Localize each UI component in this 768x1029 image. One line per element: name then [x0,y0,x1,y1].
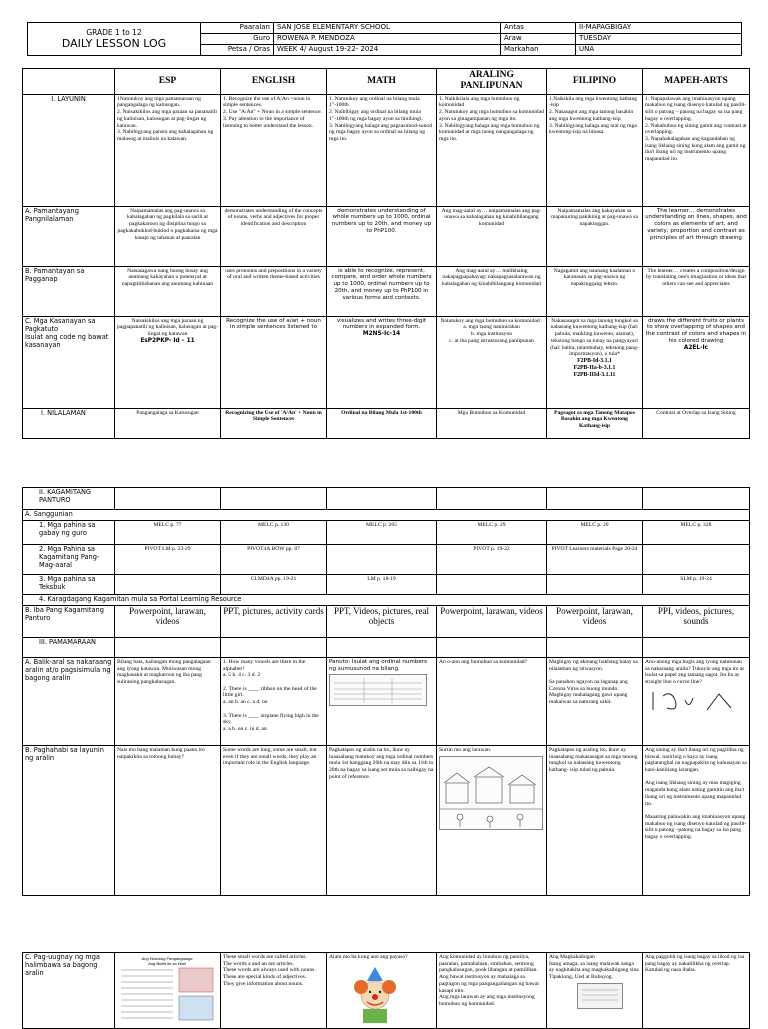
blank-cell [643,488,750,510]
iba-esp: Powerpoint, larawan, videos [115,605,221,637]
row-nilalaman [23,408,750,438]
gabay-ap: MELC p. 29 [437,520,547,544]
k-english: Recognize the use of a/an + noun in simple sentences listened to [226,317,321,331]
paghahabi-mapeh: Ang sining ay iba't ibang uri ng pagliliha ng biswal, naririnig o kaya ay isang pagtatanghal na nagpapakita ng kahusayan sa kani-kaniliang larangan. Ang isang likhang sining ay mas magiging maganda kung alam nating gamitin ang iba't ibang uri ng instrumento upang mapaunlad ito. Maaaring palawakin ang imahinasyon upang makabuo ng isang disenyo katulad ng pasilit-silit o patong –patong na bagay sa isa pang bagay o overlapping. [643,745,750,895]
k-filipino-cell [547,316,643,408]
balik-ap: An o-ano ang bumubuo sa komunidad? [437,657,547,745]
markahan-value: UNA [576,45,742,56]
col-esp: ESP [115,69,221,95]
antas-value: II-MAPAGBIGAY [576,23,742,34]
araw-value: TUESDAY [576,34,742,45]
iba-filipino: Powerpoint, larawan, videos [547,605,643,637]
iba-math: PPT, Videos, pictures, real objects [327,605,437,637]
balik-math: Panuto: Isulat ang ordinal numbers ng sumusunod na bilang. [329,658,428,672]
blank-cell [327,488,437,510]
iba-label: B. Iba Pang Kagamitang Panturo [23,605,115,637]
clown-image [345,965,405,1025]
blank-cell [547,637,643,657]
title-cell [28,23,201,56]
header-table [27,22,742,56]
sanggunian-label: A. Sanggunian [23,510,750,521]
row-pamantayan-pagganap [23,266,750,316]
nilalaman-label: I. NILALAMAN [23,408,115,438]
pn-mapeh: The learner… demonstrates understanding on lines, shapes, and colors as elements of art, and variety, proportion and contrast as principles of art through drawing [643,206,750,266]
balik-filipino: Magbigay ng akmang hakbang batay sa nilalaman ng sitwasyon. Sa panahon ngayon na laganap ang Corona Virus sa buong mundo. Magbigay mahalagang gawi upang makaiwas sa naturang sakit. [547,657,643,745]
guro-value: ROWENA P. MENDOZA [274,34,501,45]
pp-ap: Ang mag-aaral ay… malikhaing nakapagpapahayag/ nakapagsasalarawan ng kahalagahan ng kinabibilangang komunidad [437,266,547,316]
teksbuk-ap [437,574,547,594]
pag-uugnay-esp-cell [115,953,221,1029]
layunin-english: 1. Recognize the use of A/An +noun in simple sentences. 2. Use "A/An" + Noun in a simple sentence. 3. Pay attention to the importance of listening to better understand the lesson. [221,94,327,206]
kagamitang-english: PIVOT4A BOW pp. 87 [221,544,327,574]
paghahabi-filipino: Pagkatapos ng araling ito, ikaw ay inaasahang makasasagot sa mga tanong tungkol sa nabasang kuwentong kathang- isip tulad ng pabula. [547,745,643,895]
story-image [577,983,623,1009]
pag-uugnay-mapeh: Ang pagguhit ng isang bagay sa likod ng isa pang bagay ay nakalilikha ng overlap. Katulad ng nasa ibaba. [643,953,750,1029]
ordinal-numbers-table-image [329,674,427,706]
balik-mapeh-cell [643,657,750,745]
col-mapeh-arts: MAPEH-ARTS [643,69,750,95]
pn-esp: Naipamamalas ang pag-unawa sa kahalagahan ng pagkilala sa sarili at pagkakaroon ng disiplina tungo sa pagkakabuklod-buklod o pagkakaisa ng mga kasapi ng tahanan at paaralan [115,206,221,266]
balik-label: A. Balik-aral sa nakaraang aralin at/o pagsisimula ng bagong aralin [23,657,115,745]
pamamaraan-label: III. PAMAMARAAN [23,637,115,657]
blank-cell [115,637,221,657]
pp-english: uses pronouns and prepositions in a variety of oral and written theme-based activities [221,266,327,316]
n-english: Recognizing the Use of 'A/An' + Noun in Simple Sentences [221,408,327,438]
balik-math-cell [327,657,437,745]
corner-cell [23,69,115,95]
teksbuk-math: LM p. 18-19 [327,574,437,594]
paghahabi-esp: Nais mo bang malaman kung paano ito naipakikita sa totoong buhay? [115,745,221,895]
gabay-filipino: MELC p. 20 [547,520,643,544]
k-mapeh-cell [643,316,750,408]
poster-subtitle: Ang Bulilit ito sa Wari [148,961,186,966]
pag-uugnay-filipino-cell [547,953,643,1029]
layunin-math: 1. Natutukoy ang ordinal na bilang mula 1"-100th 2. Naibibigay ang ordinal na bilang mula 1"-100th ng mga bagay ayon sa hinihingi. 3. Nabibigyang halaga ang pagsusunod-sunod ng mga bagay ayon sa ordinal na bilang ng mga ito. [327,94,437,206]
k-filipino: Nakasasagot sa mga tanong tungkol sa nabasang kuwentong kathang-isip (hal: pabula, maikling kuwento, alamat), tekstong hango sa tunay na pangyayari (hal: balita, talambuhay, tekstong pang-impormasyon), o tula* [550,317,639,358]
k-ap: Natutukoy ang mga bumubuo sa komunidad : a. mga taong naninirahan b. mga institusyon c. at iba pang istrukturang panlipunan [437,316,547,408]
k-math-code: M2NS-Ic-14 [362,331,401,338]
n-esp: Pangangalaga sa Kalusugan [115,408,221,438]
gabay-english: MELC p. 130 [221,520,327,544]
iba-ap: Powerpoint, larawan, videos [437,605,547,637]
balik-esp: Bilang bata, kailangan mong pangalagaan ang iyong katawan. Muiiwasan mong magkasakit at magkaroon ng iba pang suliraning pangkalusugan. [115,657,221,745]
k-english-cell [221,316,327,408]
row-kasanayan [23,316,750,408]
pp-mapeh: The learner… creates a composition/design by translating one's imagination or ideas that others can see and appreciates [643,266,750,316]
pn-english: demonstrates understanding of the concepts of nouns, verbs and adjectives for proper identification and description [221,206,327,266]
k-mapeh: draws the different fruits or plants to show overlapping of shapes and the contrast of colors and shapes in his colored drawing [645,317,747,344]
gabay-esp: MELC p. 77 [115,520,221,544]
balik-mapeh: Ano-anong mga hugis ang iyong natutunan sa nakaraang aralin? Tukuyin ang mga ito at isulat sa papel ang tamang sagot. Ito ba ay straight line o curve line? [645,658,744,686]
pp-esp: Naisasagawa nang buong husay ang anumang kakayahan o potensyal at napagtitibabanan ang anumang kahinaan [115,266,221,316]
layunin-label: I. LAYUNIN [23,94,115,206]
pamantayan-nilalaman-label: A. Pamantayang Pangnilalaman [23,206,115,266]
col-filipino: FILIPINO [547,69,643,95]
blank-cell [221,488,327,510]
blank-cell [547,488,643,510]
k-math-cell [327,316,437,408]
kagamitang-filipino: PIVOT Learners materials Page 20-24 [547,544,643,574]
teksbuk-filipino [547,574,643,594]
paghahabi-ap-cell [437,745,547,895]
community-picture [439,756,543,830]
petsa-value: WEEK 4/ August 19-22- 2024 [274,45,501,56]
col-english: ENGLISH [221,69,327,95]
araw-label: Araw [501,34,576,45]
pn-filipino: Naipamamalas ang kakayahan sa mapanuring pakikinig at pag-unawa sa napakinggan. [547,206,643,266]
pag-uugnay-math-cell [327,953,437,1029]
objectives-table [22,68,750,439]
col-araling-panlipunan: ARALING PANLIPUNAN [437,69,547,95]
pn-math: demonstrates understanding of whole numbers up to 1000, ordinal numbers up to 20th, and money up to PhP100. [327,206,437,266]
k-mapeh-code: A2EL-Ic [683,344,709,351]
guro-label: Guro [201,34,274,45]
page-title: DAILY LESSON LOG [61,37,167,50]
gabay-math: MELC p. 265 [327,520,437,544]
row-pamantayan-nilalaman [23,206,750,266]
pamantayan-pagganap-label: B. Pamantayan sa Pagganap [23,266,115,316]
teksbuk-english: CLMD4A pp. 19-21 [221,574,327,594]
balik-english: 1. How many vowels are there in the alphabet? a. 5 b. 4 c. 3 d. 2 2. There is ____ ribbon on the head of the little girl. a. an b. an c. a d. on 3. There is ____ airplane flying high in the sky. a. a b. on c. in d. an [221,657,327,745]
k-esp: Naisakikilos ang mga paraan ng pagpapanatili ng kalinisan, kalusugan at pag-iingat ng katawan [117,317,218,338]
blank-cell [437,637,547,657]
k-esp-cell [115,316,221,408]
kasanayan-label-cell [23,316,115,408]
materials-procedure-table [22,487,750,896]
kasanayan-sublabel: Isulat ang code ng bawat kasanayan [25,332,109,349]
teksbuk-esp [115,574,221,594]
pag-uugnay-math: Alam mo ba kung ano ang payaso? [329,954,408,960]
layunin-mapeh: 1. Napapalawak ang imahinasyon upang makabuo ng isang disenyo katulad ng pasilit-silit o patong – patong na bagay sa isa pang bagay o overlapping. 2. Nakabubuo ng sining gamit ang contrast at overlapping. 3. Napahahalagahan ang kagandahan ng isang likhang sining kung alam ang gamit ng iba't ibang uri ng instrumento upang mapaunlad ito. [643,94,750,206]
blank-cell [437,488,547,510]
pn-ap: Ang mag-aaral ay… naipamamalas ang pag- unawa sa kahalagahan ng kinabibilangang komunidad [437,206,547,266]
pp-filipino: Nagagamit ang naunang kaalaman o karanasan sa pag-unawa ng napakinggang teksto. [547,266,643,316]
health-poster-image [117,954,217,1024]
karagdagang-label: 4. Karagdagang Kagamitan mula sa Portal Learning Resource [23,594,750,605]
blank-cell [327,637,437,657]
antas-label: Antas [501,23,576,34]
layunin-esp: 1Natutukoy ang mga pamamaraan ng pangangalaga ng kalusugan. 2. Naisakikilos ang mga paraan sa pananatili ng kalinisan, kalusugan at pag-iingat ng katawan. 3. Nabibigyang pansin ang kahalagahan ng malusog at malinis na katawan. [115,94,221,206]
n-math: Ordinal na Bilang Mula 1st-100th [327,408,437,438]
paaralan-label: Paaralan [201,23,274,34]
gabay-mapeh: MELC p. 328 [643,520,750,544]
petsa-label: Petsa / Oras [201,45,274,56]
blank-cell [115,488,221,510]
pag-uugnay-label: C. Pag-uugnay ng mga halimbawa sa bagong aralin [23,953,115,1029]
iba-english: PPT, pictures, activity cards [221,605,327,637]
iba-mapeh: PPI, videos, pictures, sounds [643,605,750,637]
gabay-label: 1. Mga pahina sa gabay ng guro [23,520,115,544]
line-shapes-image [645,686,745,716]
pag-uugnay-filipino: Ang Magkakaibigan Isang umaga, sa isang malawak sanga ay nagkitakita ang magkakaibigang sina Tipaklong, Uod at Bubuyog. [549,954,639,981]
pag-uugnay-table [22,952,750,1029]
k-esp-code: EsP2PKP- Id – 11 [140,337,195,344]
k-filipino-code: F2PB-Id-3.1.1 F2PB-IIa-b-3.1.1 F2PB-IIId-3.1.11 [573,358,616,378]
grade-label: GRADE 1 to 12 [86,28,142,37]
poster-title: Ang Wastong Pangangalaga [141,956,193,961]
blank-cell [221,637,327,657]
paaralan-value: SAN JOSE ELEMENTARY SCHOOL [274,23,501,34]
kagamitang-esp: PIVOT LM p. 23-29 [115,544,221,574]
blank-cell [643,637,750,657]
n-mapeh: Contrast at Overlap sa Isang Sining [643,408,750,438]
markahan-label: Markahan [501,45,576,56]
kagamitang-ap: PIVOT p. 19-22 [437,544,547,574]
paghahabi-english: Some words are long, some are small, but even if they are small words, they play an important role in the English language. [221,745,327,895]
paghahabi-label: B. Paghahabi sa layunin ng aralin [23,745,115,895]
row-layunin [23,94,750,206]
pp-math: is able to recognize, represent, compare, and order whole numbers up to 1000, ordinal numbers up to 20th, and money up to PhP100 in various forms and contexts. [327,266,437,316]
n-filipino: Pagsagot sa mga Tanong Matapos Basahin ang mga Kwentong Kathang-isip [547,408,643,438]
teksbuk-label: 3. Mga pahina sa Teksbuk [23,574,115,594]
k-math: visualizes and writes three-digit numbers in expanded form. [336,317,427,331]
paghahabi-ap: Suriin mo ang larawan. [439,746,492,753]
kasanayan-label: C. Mga Kasanayan sa Pagkatuto [25,316,96,333]
n-ap: Mga Bumubuo sa Komunidad [437,408,547,438]
pag-uugnay-ap: Ang komunidad ay binubuo ng pamilya, paaralan, pamahalaan, simbahan, sentrong pangkalusugan, pook libangan at pamilihan. Ang bawat institusyon ay mahalaga sa pagtugon ng mga pangangailangan ng bawat kasapi nito. Ang mga larawan ay ang mga institusyong bumubuo ng komunidad. [437,953,547,1029]
pag-uugnay-english: These small words are called articles. The words a and an are articles. These words are always used with nouns. These are special kinds of adjectives. They give information about nouns. [221,953,327,1029]
kagamitan-label: II. KAGAMITANG PANTURO [23,488,115,510]
kagamitang-mapeh [643,544,750,574]
kagamitang-label: 2. Mga Pahina sa Kagamitang Pang-Mag-aaral [23,544,115,574]
kagamitang-math [327,544,437,574]
paghahabi-math: Pagkatapos ng aralin na ito, ikaw ay inaasahang matukoy ang mga ordinal numbers mula 1st hanggang 20th na may diin sa 11th to 20th na bagay sa isang set mula sa naibigay na point of reference. [327,745,437,895]
layunin-ap: 1. Naikikilala ang mga bumubuo ng komunidad 2. Natutukoy ang mga bumubuo sa komunidad ayon sa ginagampanan ng mga ito. 3. Nabibigyang halaga ang mga bumubuo ng komunidad at mga taong nangangalaga ng mga ito. [437,94,547,206]
teksbuk-mapeh: SLM p. 19-24 [643,574,750,594]
col-math: MATH [327,69,437,95]
layunin-filipino: 1.Naikikila ang mga kwentong kathang -isip 2. Nasasagot ang mga tanong basahin ang mga kwentong kathang-isip 3. Nabibigyang halaga ang aral ng mga kwentong-isip na binasa. [547,94,643,206]
